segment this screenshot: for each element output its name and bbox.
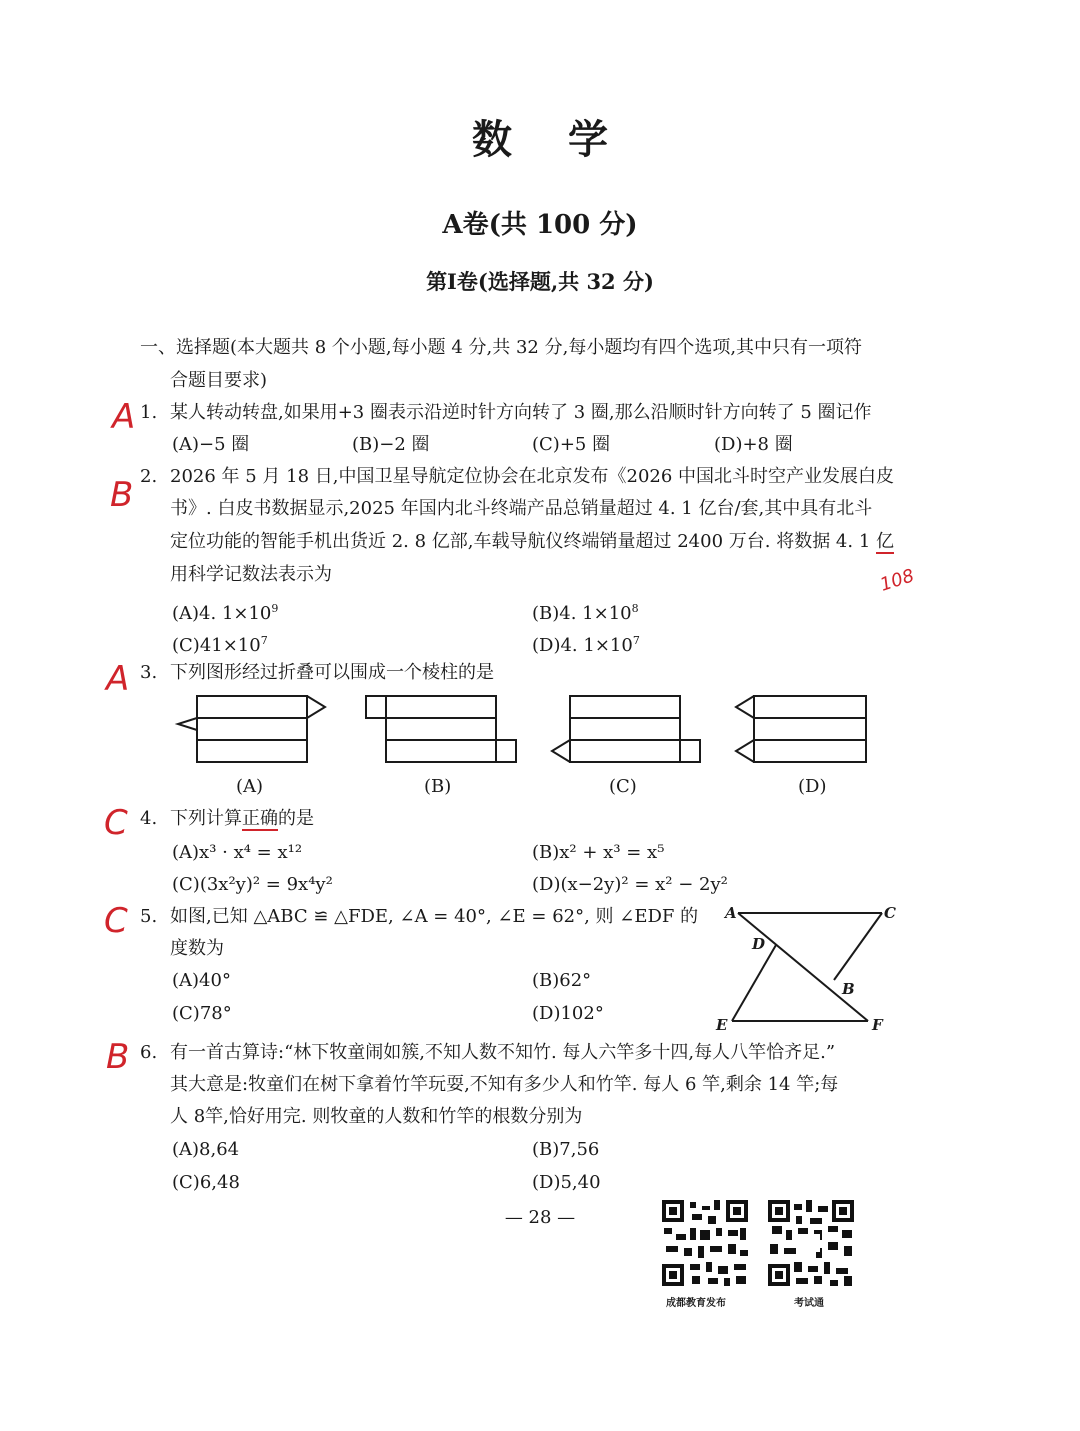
q4-option-d: (D)(x−2y)² = x² − 2y² — [532, 874, 728, 895]
question-5-stem-line2: 度数为 — [170, 938, 224, 959]
qr-code-2[interactable] — [768, 1200, 854, 1286]
part-title: 第Ⅰ卷(选择题,共 32 分) — [426, 269, 654, 294]
question-2-stem-line3: 定位功能的智能手机出货近 2. 8 亿部,车载导航仪终端销量超过 2400 万台. 将数据 4. 1 亿 — [170, 531, 894, 552]
handwritten-answer-q4: C — [104, 803, 128, 843]
q2-option-c: $(C)41\times 10^7$ — [172, 634, 268, 656]
question-6-stem-line2: 其大意是:牧童们在树下拿着竹竿玩耍,不知有多少人和竹竿. 每人 6 竿,剩余 14 竿;每 — [170, 1074, 839, 1095]
q5-option-d: (D)102° — [532, 1003, 604, 1024]
question-number-5: 5. — [140, 906, 158, 927]
net-figure-b — [366, 696, 516, 762]
section-instruction-line1: 一、选择题(本大题共 8 个小题,每小题 4 分,共 32 分,每小题均有四个选项,其中只有一项符 — [140, 337, 863, 358]
q2-option-b: (B)4. $1\times 10^8$ — [532, 602, 639, 624]
handwritten-answer-q5: C — [104, 901, 128, 941]
handwritten-answer-q2: B — [110, 475, 134, 515]
q3-label-c: (C) — [609, 776, 637, 797]
underlined-yi: 亿 — [876, 531, 894, 552]
page-number: — 28 — — [504, 1207, 576, 1228]
question-6-stem-line1: 有一首古算诗:“林下牧童闹如簇,不知人数不知竹. 每人六竿多十四,每人八竿恰齐足.” — [170, 1042, 836, 1063]
q3-label-b: (B) — [424, 776, 452, 797]
q4-option-b: (B)x² + x³ = x⁵ — [532, 842, 665, 863]
net-figure-d — [736, 696, 866, 762]
underlined-correct: 正确 — [242, 808, 278, 829]
q4-option-a: (A)x³ · x⁴ = x¹² — [172, 842, 303, 863]
volume-title: A卷(共 100 分) — [442, 210, 638, 240]
page-title: 数学 — [472, 116, 664, 163]
question-number-3: 3. — [140, 662, 158, 683]
point-label-a: A — [725, 904, 737, 922]
question-6-stem-line3: 人 8竿,恰好用完. 则牧童的人数和竹竿的根数分别为 — [170, 1106, 583, 1127]
point-label-b: B — [842, 980, 855, 998]
q5-option-c: (C)78° — [172, 1003, 232, 1024]
q2-option-d: (D)4. $1\times 10^7$ — [532, 634, 640, 656]
qr-code-1[interactable] — [662, 1200, 748, 1286]
question-2-stem-line4: 用科学记数法表示为 — [170, 564, 332, 585]
question-1-stem: 某人转动转盘,如果用+3 圈表示沿逆时针方向转了 3 圈,那么沿顺时针方向转了 5 圈记作 — [170, 402, 872, 423]
question-2-stem-line2: 书》. 白皮书数据显示,2025 年国内北斗终端产品总销量超过 4. 1 亿台/套,其中具有北斗 — [170, 498, 873, 519]
q5-triangle-figure — [710, 900, 910, 1035]
point-label-e: E — [716, 1016, 728, 1034]
q6-option-a: (A)8,64 — [172, 1139, 240, 1160]
q1-option-d: (D)+8 圈 — [714, 434, 793, 455]
net-figure-c — [552, 696, 700, 762]
handwritten-answer-q1: A — [112, 397, 136, 437]
section-instruction-line2: 合题目要求) — [170, 370, 268, 391]
q4-option-c: (C)(3x²y)² = 9x⁴y² — [172, 874, 333, 895]
handwritten-note-108: 108 — [877, 565, 917, 596]
q1-option-b: (B)−2 圈 — [352, 434, 430, 455]
qr-caption-1: 成都教育发布 — [666, 1298, 726, 1309]
question-number-4: 4. — [140, 808, 158, 829]
point-label-c: C — [884, 904, 896, 922]
q3-label-d: (D) — [798, 776, 827, 797]
q1-option-c: (C)+5 圈 — [532, 434, 611, 455]
q1-option-a: (A)−5 圈 — [172, 434, 250, 455]
point-label-f: F — [872, 1016, 883, 1034]
question-number-6: 6. — [140, 1042, 158, 1063]
q3-net-figures — [170, 690, 890, 772]
q6-option-b: (B)7,56 — [532, 1139, 600, 1160]
q6-option-c: (C)6,48 — [172, 1172, 240, 1193]
handwritten-answer-q3: A — [106, 659, 130, 699]
question-5-stem-line1: 如图,已知 △ABC ≌ △FDE, ∠A = 40°, ∠E = 62°, 则 ∠EDF 的 — [170, 906, 699, 927]
q5-option-a: (A)40° — [172, 970, 231, 991]
qr-caption-2: 考试通 — [794, 1298, 824, 1309]
question-3-stem: 下列图形经过折叠可以围成一个棱柱的是 — [170, 662, 494, 683]
q3-label-a: (A) — [236, 776, 264, 797]
q5-option-b: (B)62° — [532, 970, 592, 991]
question-number-2: 2. — [140, 466, 158, 487]
question-number-1: 1. — [140, 402, 158, 423]
q6-option-d: (D)5,40 — [532, 1172, 601, 1193]
handwritten-answer-q6: B — [106, 1037, 130, 1077]
point-label-d: D — [752, 935, 766, 953]
question-2-stem-line1: 2026 年 5 月 18 日,中国卫星导航定位协会在北京发布《2026 中国北斗时空产业发展白皮 — [170, 466, 895, 487]
net-figure-a — [178, 696, 325, 762]
q2-option-a: (A)4. $1\times 10^9$ — [172, 602, 279, 624]
question-4-stem: 下列计算正确的是 — [170, 808, 314, 829]
